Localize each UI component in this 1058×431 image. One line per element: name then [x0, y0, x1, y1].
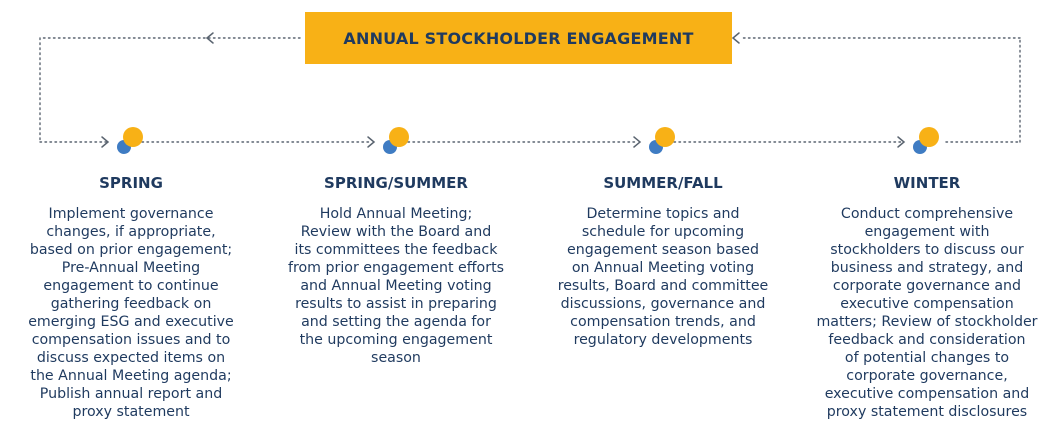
description-line: executive compensation	[840, 296, 1014, 312]
description-line: on Annual Meeting voting	[571, 260, 755, 276]
description-line: Conduct comprehensive	[840, 206, 1014, 222]
stage-heading: SPRING	[99, 174, 163, 192]
stage-node-icon-1	[117, 127, 143, 154]
description-line: and Annual Meeting voting	[300, 278, 492, 294]
diagram-title: ANNUAL STOCKHOLDER ENGAGEMENT	[343, 28, 694, 48]
description-line: engagement to continue	[43, 278, 219, 294]
stage-description	[271, 205, 521, 367]
description-line: of potential changes to	[844, 350, 1010, 366]
description-line: Hold Annual Meeting;	[319, 206, 473, 222]
description-line: compensation issues and to	[31, 332, 231, 348]
description-line: changes, if appropriate,	[46, 224, 216, 240]
description-line: Determine topics and	[586, 206, 740, 222]
description-line: executive compensation and	[824, 386, 1030, 402]
description-line: engagement with	[864, 224, 990, 240]
stage-spring	[8, 172, 254, 421]
description-line: business and strategy, and	[830, 260, 1024, 276]
description-line: matters; Review of stockholder	[816, 314, 1038, 330]
description-line: corporate governance,	[846, 368, 1008, 384]
stage-description	[8, 205, 254, 421]
description-line: from prior engagement efforts	[287, 260, 505, 276]
description-line: stockholders to discuss our	[830, 242, 1024, 258]
stage-summer-fall	[544, 172, 782, 349]
title-banner	[305, 12, 732, 64]
description-line: emerging ESG and executive	[28, 314, 234, 330]
description-line: the upcoming engagement	[299, 332, 493, 348]
description-line: proxy statement disclosures	[826, 404, 1028, 420]
description-line: regulatory developments	[573, 332, 753, 348]
description-line: results, Board and committee	[557, 278, 769, 294]
description-line: engagement season based	[567, 242, 759, 258]
description-line: the Annual Meeting agenda;	[30, 368, 232, 384]
arrowhead-right-in-icon	[733, 33, 739, 43]
stage-spring-summer	[271, 172, 521, 367]
stage-node-icon-4	[913, 127, 939, 154]
description-line: Publish annual report and	[39, 386, 223, 402]
description-line: feedback and consideration	[828, 332, 1026, 348]
stage-description	[544, 205, 782, 349]
stage-heading: WINTER	[893, 174, 961, 192]
stage-heading: SUMMER/FALL	[603, 174, 723, 192]
stage-description	[802, 205, 1052, 421]
description-line: Implement governance	[48, 206, 214, 222]
stage-winter	[802, 172, 1052, 421]
stage-heading: SPRING/SUMMER	[324, 174, 468, 192]
description-line: based on prior engagement;	[29, 242, 233, 258]
description-line: Pre-Annual Meeting	[61, 260, 201, 276]
description-line: its committees the feedback	[294, 242, 498, 258]
description-line: discuss expected items on	[36, 350, 226, 366]
description-line: season	[371, 350, 421, 366]
description-line: Review with the Board and	[300, 224, 492, 240]
description-line: schedule for upcoming	[581, 224, 745, 240]
stage-node-icon-3	[649, 127, 675, 154]
description-line: and setting the agenda for	[301, 314, 491, 330]
description-line: results to assist in preparing	[295, 296, 497, 312]
description-line: discussions, governance and	[560, 296, 766, 312]
description-line: corporate governance and	[832, 278, 1022, 294]
description-line: proxy statement	[72, 404, 190, 420]
description-line: compensation trends, and	[570, 314, 756, 330]
description-line: gathering feedback on	[50, 296, 212, 312]
stage-node-icon-2	[383, 127, 409, 154]
